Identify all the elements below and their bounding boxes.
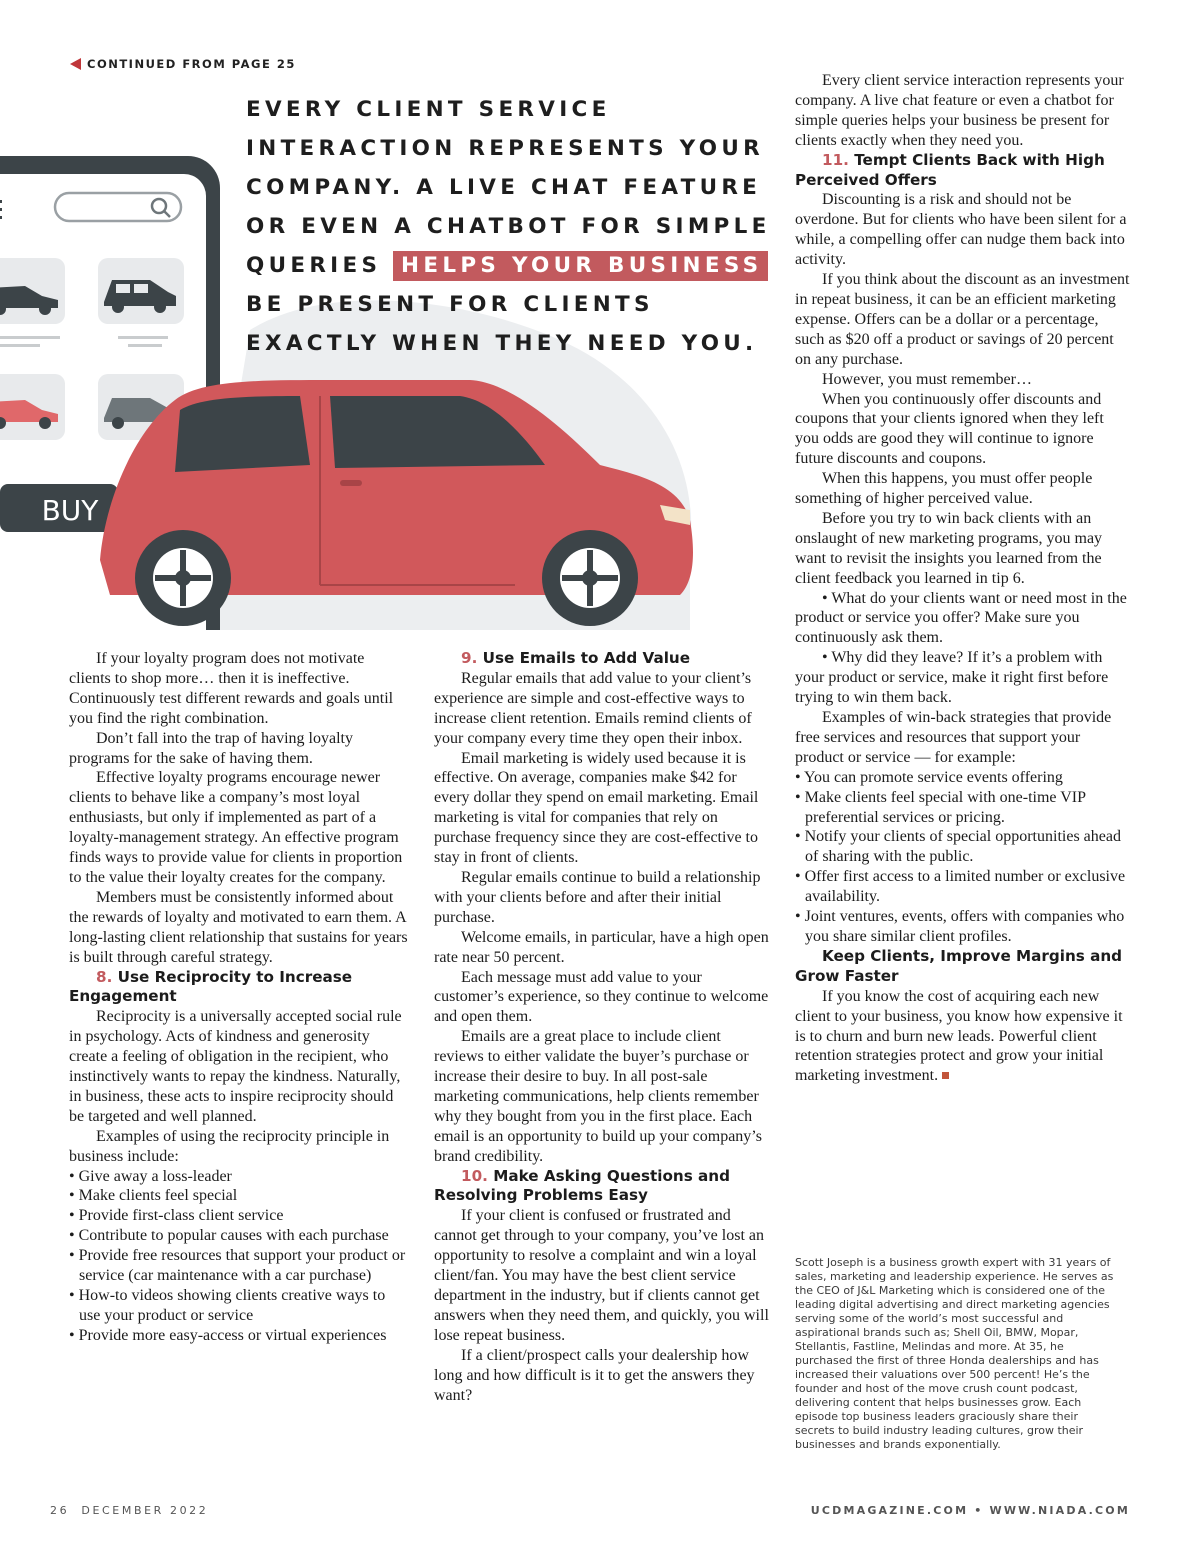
- paragraph: Discounting is a risk and should not be overdone. But for clients who have been silent for a while, a compelling offer can nudge them back into activity.: [795, 191, 1127, 269]
- buy-button-label: BUY: [41, 494, 99, 527]
- paragraph: Welcome emails, in particular, have a high open rate near 50 percent.: [434, 928, 769, 966]
- paragraph: Regular emails continue to build a relationship with your clients before and after their initial purchase.: [434, 868, 761, 926]
- paragraph: Examples of win-back strategies that provide free services and resources that support your product or service — for example:: [795, 709, 1112, 766]
- paragraph: Emails are a great place to include client reviews to either validate the buyer’s purchase or increase their desire to buy. In all post-sale marketing communications, help clients remember why they bought from you in the first place. Each email is an opportunity to build up your company’s brand credibility.: [434, 1028, 762, 1165]
- list-item: • How-to videos showing clients creative ways to use your product or service: [69, 1286, 409, 1326]
- paragraph: Examples of using the reciprocity principle in business include:: [69, 1127, 390, 1165]
- section-title: Use Reciprocity to Increase Engagement: [69, 967, 353, 1006]
- issue-date: DECEMBER 2022: [81, 1504, 209, 1517]
- pull-quote-text-end: BE PRESENT FOR CLIENTS EXACTLY WHEN THEY NEED YOU.: [246, 292, 758, 356]
- paragraph: Email marketing is widely used because it is effective. On average, companies make $42 for every dollar they spend on email marketing. Email marketing is vital for companies that rely on purchase frequency since they are cost-effective to stay in front of clients.: [434, 749, 759, 867]
- paragraph: If you think about the discount as an investment in repeat business, it can be an efficient marketing expense. Offers can be a dollar or a percentage, such as $20 off a product or savings of 20 percent on any purchase.: [795, 271, 1130, 368]
- pull-quote-text: EVERY CLIENT SERVICE INTERACTION REPRESENTS YOUR COMPANY. A LIVE CHAT FEATURE OR EVEN A CHATBOT FOR SIMPLE QUERIES: [246, 97, 771, 278]
- list-item: • Joint ventures, events, offers with companies who you share similar client profiles.: [795, 907, 1131, 947]
- page-number: 26: [50, 1504, 70, 1517]
- list-item: • Provide free resources that support your product or service (car maintenance with a car purchase): [69, 1246, 409, 1286]
- author-bio: Scott Joseph is a business growth expert with 31 years of sales, marketing and leadership experience. He serves as the CEO of J&L Marketing which is considered one of the leading digital advertising and direct marketing agencies serving some of the world’s most successful and aspirational brands such as; Shell Oil, BMW, Mopar, Stellantis, Fastline, Melindas and more. At 35, he purchased the first of three Honda dealerships and has increased their valuations over 500 percent! He’s the founder and host of the move crush count podcast, delivering content that helps businesses grow. Each episode top business leaders graciously share their secrets to build industry leading cultures, grow their businesses and brands exponentially.: [795, 1256, 1114, 1451]
- end-mark-icon: [942, 1072, 949, 1079]
- paragraph: Every client service interaction represents your company. A live chat feature or even a chatbot for simple queries helps your business be present for clients exactly when they need you.: [795, 72, 1124, 149]
- paragraph: Effective loyalty programs encourage newer clients to behave like a company’s most loyal enthusiasts, but only if implemented as part of a loyalty-management strategy. An effective program finds ways to provide value for clients in proportion to the value their loyalty creates for the company.: [69, 769, 403, 886]
- bullet-paragraph: • What do your clients want or need most in the product or service you offer? Make sure you continuously ask them.: [795, 589, 1131, 649]
- continued-label: CONTINUED FROM PAGE 25: [87, 57, 296, 71]
- article-column-1: [69, 649, 409, 1346]
- pull-quote: [246, 90, 786, 363]
- list-item: • Notify your clients of special opportunities ahead of sharing with the public.: [795, 827, 1131, 867]
- section-heading-11: [795, 151, 1131, 191]
- reciprocity-list: [69, 1167, 409, 1346]
- section-heading-10: [434, 1167, 770, 1207]
- paragraph: [795, 987, 1131, 1087]
- bullet-paragraph: • Why did they leave? If it’s a problem with your product or service, make it right first before trying to win them back.: [795, 648, 1131, 708]
- pull-quote-highlight: HELPS YOUR BUSINESS: [393, 251, 768, 281]
- list-item: • Contribute to popular causes with each purchase: [69, 1226, 409, 1246]
- section-number: 9.: [461, 649, 478, 667]
- paragraph: Before you try to win back clients with an onslaught of new marketing programs, you may want to revisit the insights you learned from the client feedback you learned in tip 6.: [795, 509, 1103, 587]
- list-item: • Provide first-class client service: [69, 1206, 409, 1226]
- section-heading-8: [69, 968, 409, 1008]
- list-item: • Offer first access to a limited number or exclusive availability.: [795, 867, 1131, 907]
- section-title: Keep Clients, Improve Margins and Grow Faster: [795, 946, 1123, 985]
- paragraph: Members must be consistently informed about the rewards of loyalty and motivated to earn them. A long-lasting client relationship that sustains for years is built through careful strategy.: [69, 888, 408, 966]
- paragraph: If a client/prospect calls your dealership how long and how difficult is it to get the answers they want?: [434, 1346, 755, 1404]
- list-item: • Give away a loss-leader: [69, 1167, 409, 1187]
- paragraph: If your client is confused or frustrated and cannot get through to your company, you’ve lost an opportunity to resolve a complaint and win a loyal client/fan. You may have the best client service department in the industry, but if clients cannot get answers when they need them, and quickly, you will lose repeat business.: [434, 1207, 769, 1344]
- left-arrow-icon: [70, 58, 81, 70]
- paragraph: When this happens, you must offer people something of higher perceived value.: [795, 470, 1093, 508]
- list-item: • Make clients feel special with one-time VIP preferential services or pricing.: [795, 788, 1131, 828]
- paragraph: However, you must remember…: [822, 370, 1032, 388]
- section-title: Make Asking Questions and Resolving Problems Easy: [434, 1166, 730, 1205]
- paragraph: Each message must add value to your customer’s experience, so they continue to welcome and open them.: [434, 968, 769, 1026]
- list-item: • Provide more easy-access or virtual experiences: [69, 1326, 409, 1346]
- paragraph: Don’t fall into the trap of having loyalty programs for the sake of having them.: [69, 729, 353, 767]
- list-item: • Make clients feel special: [69, 1186, 409, 1206]
- article-column-3: [795, 71, 1131, 1086]
- continued-from-page: [70, 57, 296, 71]
- section-number: 10.: [461, 1166, 488, 1185]
- section-title: Use Emails to Add Value: [482, 649, 691, 667]
- paragraph: When you continuously offer discounts and coupons that your clients ignored when they left you odds are good they will continue to ignore future discounts and coupons.: [795, 390, 1104, 468]
- win-back-list: [795, 768, 1131, 947]
- article-column-2: [434, 649, 770, 1405]
- section-number: 11.: [822, 150, 849, 169]
- section-heading-final: [795, 947, 1131, 987]
- paragraph: Reciprocity is a universally accepted social rule in psychology. Acts of kindness and generosity create a feeling of obligation in the recipient, who instinctively wants to repay the kindness. Naturally, in business, these acts to inspire reciprocity should be targeted and well planned.: [69, 1008, 402, 1125]
- list-item: • You can promote service events offering: [795, 768, 1131, 788]
- section-heading-9: [434, 649, 770, 669]
- footer-websites: UCDMAGAZINE.COM • WWW.NIADA.COM: [810, 1504, 1130, 1517]
- paragraph-text: If you know the cost of acquiring each new client to your business, you know how expensive it is to churn and burn new leads. Powerful client retention strategies protect and grow your initial marketing investment.: [795, 987, 1123, 1085]
- paragraph: Regular emails that add value to your client’s experience are simple and cost-effective ways to increase client retention. Emails remind clients of your company every time they open their inbox.: [434, 669, 752, 747]
- paragraph: If your loyalty program does not motivate clients to shop more… then it is ineffective. Continuously test different rewards and goals until you find the right combination.: [69, 650, 394, 727]
- section-title: Tempt Clients Back with High Perceived Offers: [795, 150, 1105, 189]
- section-number: 8.: [96, 967, 113, 986]
- footer-folio: [50, 1504, 208, 1517]
